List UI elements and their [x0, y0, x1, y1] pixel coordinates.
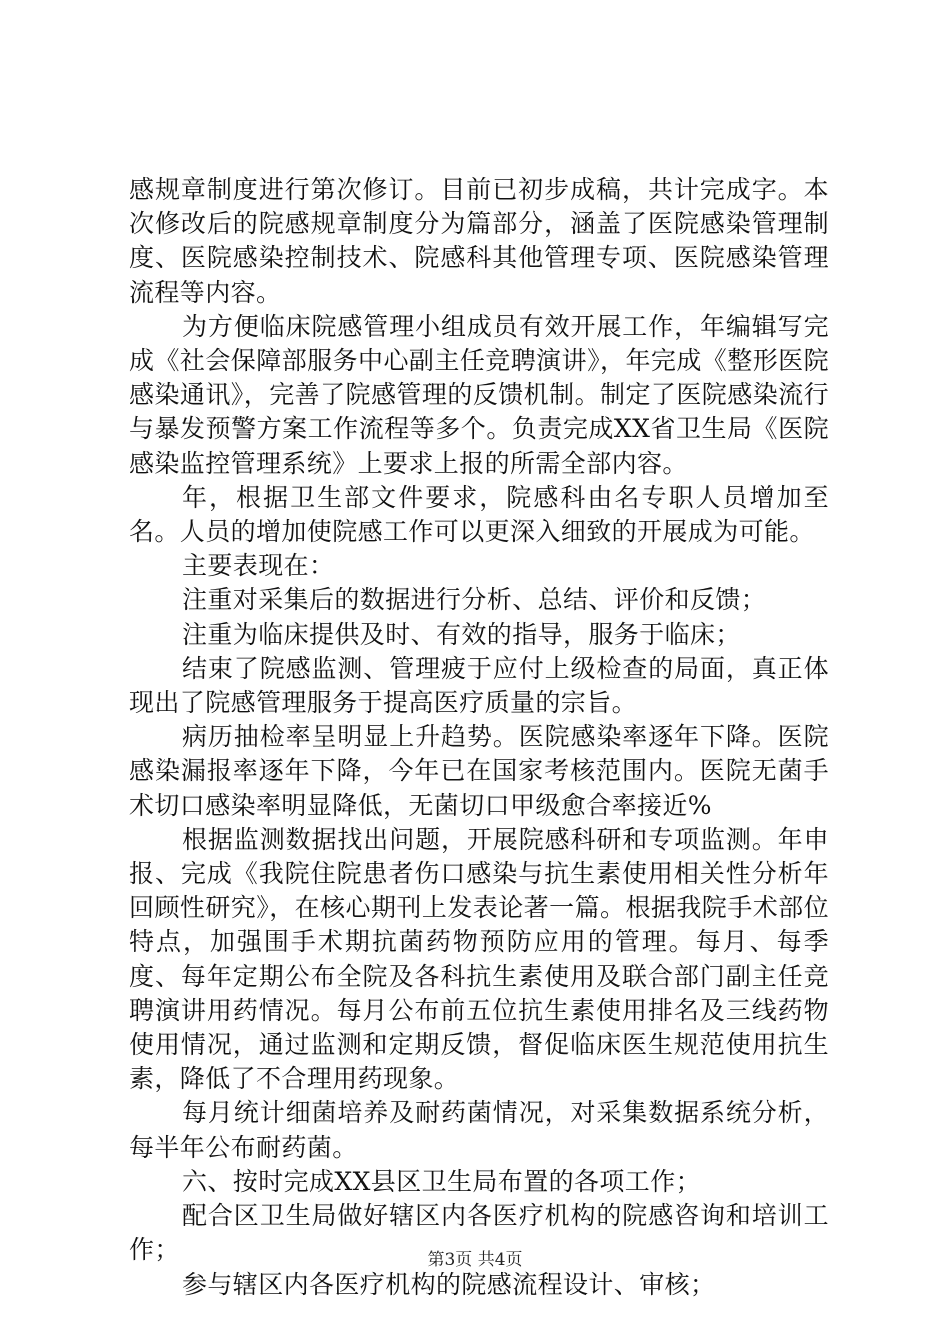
paragraph: 注重对采集后的数据进行分析、总结、评价和反馈；: [182, 585, 767, 615]
body-text: [129, 173, 829, 1302]
paragraph: 病历抽检率呈明显上升趋势。医院感染率逐年下降。医院感染漏报率逐年下降，今年已在国家考核范围内。医院无菌手术切口感染率明显降低，无菌切口甲级愈合率接近%: [129, 722, 829, 820]
paragraph: 结束了院感监测、管理疲于应付上级检查的局面，真正体现出了院感管理服务于提高医疗质量的宗旨。: [129, 653, 829, 718]
paragraph: 为方便临床院感管理小组成员有效开展工作，年编辑写完成《社会保障部服务中心副主任竞聘演讲》，年完成《整形医院感染通讯》，完善了院感管理的反馈机制。制定了医院感染流行与暴发预警方案工作流程等多个。负责完成XX省卫生局《医院感染监控管理系统》上要求上报的所需全部内容。: [129, 311, 829, 478]
paragraph: 注重为临床提供及时、有效的指导，服务于临床；: [182, 619, 741, 649]
paragraph: 主要表现在：: [182, 551, 335, 581]
paragraph: 配合区卫生局做好辖区内各医疗机构的院感咨询和培训工作；: [129, 1201, 829, 1265]
paragraph: 参与辖区内各医疗机构的院感流程设计、审核；: [182, 1269, 716, 1299]
paragraph: 六、按时完成XX县区卫生局布置的各项工作；: [182, 1166, 701, 1196]
paragraph: 每月统计细菌培养及耐药菌情况，对采集数据系统分析，每半年公布耐药菌。: [129, 1098, 829, 1162]
paragraph: 年，根据卫生部文件要求，院感科由名专职人员增加至名。人员的增加使院感工作可以更深入细致的开展成为可能。: [129, 482, 829, 547]
paragraph: 根据监测数据找出问题，开展院感科研和专项监测。年申报、完成《我院住院患者伤口感染与抗生素使用相关性分析年回顾性研究》，在核心期刊上发表论著一篇。根据我院手术部位特点，加强围手术期抗菌药物预防应用的管理。每月、每季度、每年定期公布全院及各科抗生素使用及联合部门副主任竞聘演讲用药情况。每月公布前五位抗生素使用排名及三线药物使用情况，通过监测和定期反馈，督促临床医生规范使用抗生素，降低了不合理用药现象。: [129, 824, 829, 1094]
paragraph: 感规章制度进行第次修订。目前已初步成稿，共计完成字。本次修改后的院感规章制度分为篇部分，涵盖了医院感染管理制度、医院感染控制技术、院感科其他管理专项、医院感染管理流程等内容。: [129, 175, 829, 307]
page-footer: 第3页 共4页: [427, 1250, 523, 1270]
